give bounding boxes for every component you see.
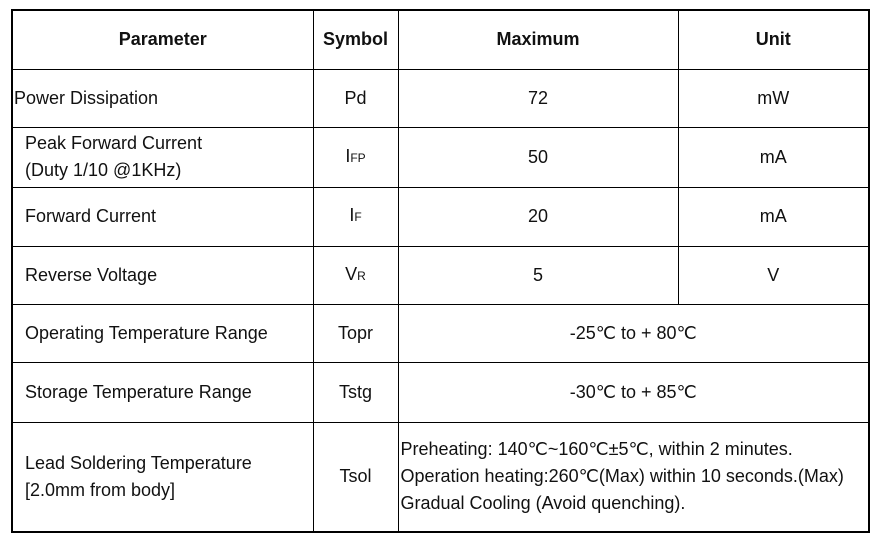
- table-row: [12, 127, 869, 187]
- table-row: [12, 69, 869, 127]
- note-operation: Operation heating:260℃(Max) within 10 seconds.(Max): [400, 466, 844, 487]
- header-maximum: Maximum: [398, 10, 678, 69]
- parameter-cell: Operating Temperature Range: [12, 304, 313, 362]
- table-row: [12, 362, 869, 422]
- symbol-cell: Topr: [313, 304, 398, 362]
- note-cooling: Gradual Cooling (Avoid quenching).: [400, 493, 686, 514]
- unit-cell: mA: [678, 187, 869, 246]
- symbol-cell: [313, 69, 398, 127]
- header-row: [12, 10, 869, 69]
- parameter-cell: [12, 127, 313, 187]
- header-parameter: Parameter: [12, 10, 313, 69]
- symbol-subscript: FP: [350, 150, 366, 165]
- parameter-cell: Storage Temperature Range: [12, 362, 313, 422]
- header-symbol: Symbol: [313, 10, 398, 69]
- parameter-line-1: Lead Soldering Temperature: [25, 452, 252, 473]
- parameter-line-2: (Duty 1/10 @1KHz): [25, 160, 182, 180]
- symbol-cell: [313, 187, 398, 246]
- note-preheating: Preheating: 140℃~160℃±5℃, within 2 minutes.: [400, 439, 793, 460]
- soldering-notes-cell: [398, 422, 869, 532]
- parameter-line-1: Peak Forward Current: [25, 133, 203, 153]
- symbol-cell: [313, 246, 398, 304]
- table-row: [12, 187, 869, 246]
- header-unit: Unit: [678, 10, 869, 69]
- symbol-cell: Tstg: [313, 362, 398, 422]
- maximum-cell: 72: [398, 69, 678, 127]
- parameter-cell: Forward Current: [12, 187, 313, 246]
- symbol-main: Pd: [344, 87, 367, 108]
- table-row: [12, 422, 869, 532]
- symbol-subscript: F: [354, 210, 362, 224]
- unit-cell: mA: [678, 127, 869, 187]
- symbol-main: I: [349, 205, 355, 225]
- table-row: [12, 304, 869, 362]
- parameter-line-2: [2.0mm from body]: [25, 479, 176, 500]
- maximum-cell: 5: [398, 246, 678, 304]
- table-row: [12, 246, 869, 304]
- symbol-cell: Tsol: [313, 422, 398, 532]
- unit-cell: V: [678, 246, 869, 304]
- maximum-cell: 50: [398, 127, 678, 187]
- absolute-maximum-ratings-table: [11, 9, 870, 533]
- parameter-cell: Reverse Voltage: [12, 246, 313, 304]
- symbol-cell: [313, 127, 398, 187]
- parameter-cell: Power Dissipation: [12, 69, 313, 127]
- symbol-main: V: [345, 263, 358, 284]
- symbol-main: I: [345, 145, 351, 166]
- maximum-cell: 20: [398, 187, 678, 246]
- symbol-subscript: R: [357, 268, 366, 283]
- parameter-cell: [12, 422, 313, 532]
- maximum-range-cell: -30℃ to + 85℃: [398, 362, 869, 422]
- unit-cell: mW: [678, 69, 869, 127]
- maximum-range-cell: -25℃ to + 80℃: [398, 304, 869, 362]
